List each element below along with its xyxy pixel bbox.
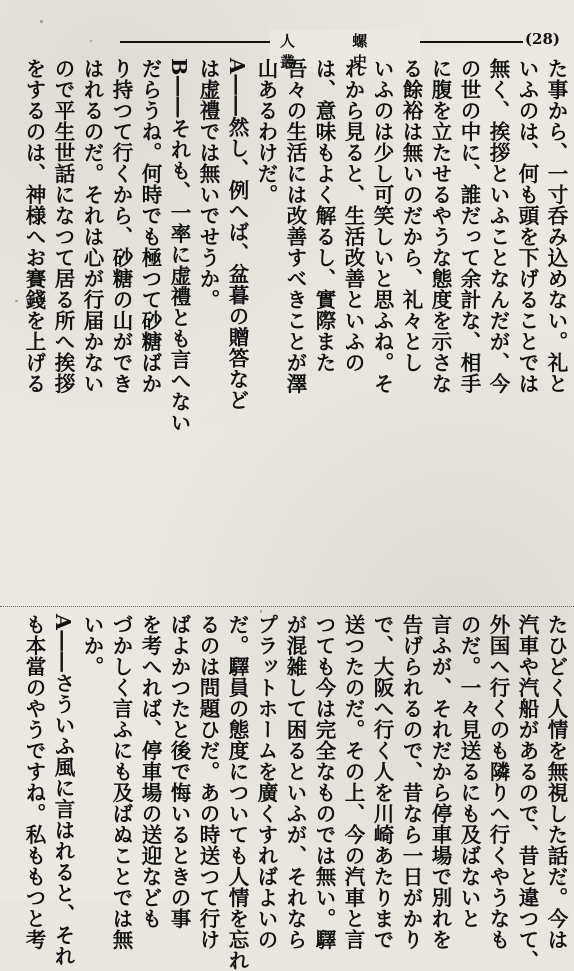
text-column: たひどく人情を無視した話だ。今は [544, 614, 568, 950]
text-column: る餘裕は無いのだから、礼々とし [399, 58, 423, 373]
text-column: に腹を立たせるやうな態度を示さな [428, 58, 452, 394]
header-title: 人 螺 叢 史 [270, 30, 420, 72]
text-column: た事から、一寸呑み込めない。礼と [544, 58, 568, 394]
text-column: るのは問題ひだ。あの時送つて行け [196, 614, 220, 950]
text-column: 無く、挨拶といふことなんだが、今 [486, 58, 510, 394]
text-column: 吾々の生活には改善すべきことが澤 [283, 58, 307, 394]
page-number: (28) [524, 30, 560, 48]
text-column: ばよかつたと後で悔いるときの事 [167, 614, 191, 929]
text-column: をするのは、神様へお賽錢を上げる [22, 58, 46, 394]
text-column: だ。驛員の態度についても人情を忘れ [225, 614, 249, 971]
text-column: いふのは少し可笑しいと思ふね。そ [370, 58, 394, 394]
text-column: が混雑して困るといふが、それなら [283, 614, 307, 950]
text-column: だらうね。何時でも極つて砂糖ばか [138, 58, 162, 394]
print-speck [260, 610, 262, 613]
text-column: の世の中に、誰だって余計な、相手 [457, 58, 481, 394]
print-speck [70, 850, 72, 852]
text-column: 言ふが、それだから停車場で別れを [428, 614, 452, 950]
text-block-bottom [0, 614, 574, 971]
print-speck [40, 20, 43, 23]
text-column: いふのは、何も頭を下げることでは [515, 58, 539, 394]
text-column: れから見ると、生活改善といふの [341, 58, 365, 373]
text-column: は、意味もよく解るし、實際また [312, 58, 336, 373]
text-column: は虚禮では無いでせうか。 [196, 58, 220, 310]
text-column: づかしく言ふにも及ばぬことでは無 [109, 614, 133, 950]
text-column: り持つて行くから、砂糖の山ができ [109, 58, 133, 394]
text-block-top [0, 58, 574, 598]
text-column: を考へれば、停車場の送迎なども [138, 614, 162, 929]
text-column: いか。 [80, 614, 104, 677]
section-divider [0, 606, 574, 607]
print-speck [90, 40, 92, 42]
text-column: で、大阪へ行く人を川崎あたりまで [370, 614, 394, 950]
print-speck [560, 880, 563, 883]
text-column: B――それも、一率に虚禮とも言へない [167, 58, 191, 433]
text-column: ので平生世話になつて居る所へ挨拶 [51, 58, 75, 394]
text-column: 送つたのだ。その上、今の汽車と言 [341, 614, 365, 950]
print-speck [15, 300, 18, 302]
text-column: 山あるわけだ。 [254, 58, 278, 205]
text-column: A――さういふ風に言はれると、それ [51, 614, 75, 967]
text-column: A――然し、例へば、盆暮の贈答など [225, 58, 249, 411]
text-column: 汽車や汽船があるので、昔と違つて、 [515, 614, 539, 971]
text-column: 外国へ行くのも隣りへ行くやうなも [486, 614, 510, 950]
text-column: も本當のやうですね。私ももつと考 [22, 614, 46, 950]
text-column: はれるのだ。それは心が行届かない [80, 58, 104, 394]
text-column: のだ。一々見送るにも及ばないと [457, 614, 481, 929]
text-column: プラットホームを廣くすればよいの [254, 614, 278, 950]
text-column: 告げられるので、昔なら一日がかり [399, 614, 423, 950]
running-header [120, 30, 564, 71]
text-column: つても今は完全なものでは無い。驛 [312, 614, 336, 950]
